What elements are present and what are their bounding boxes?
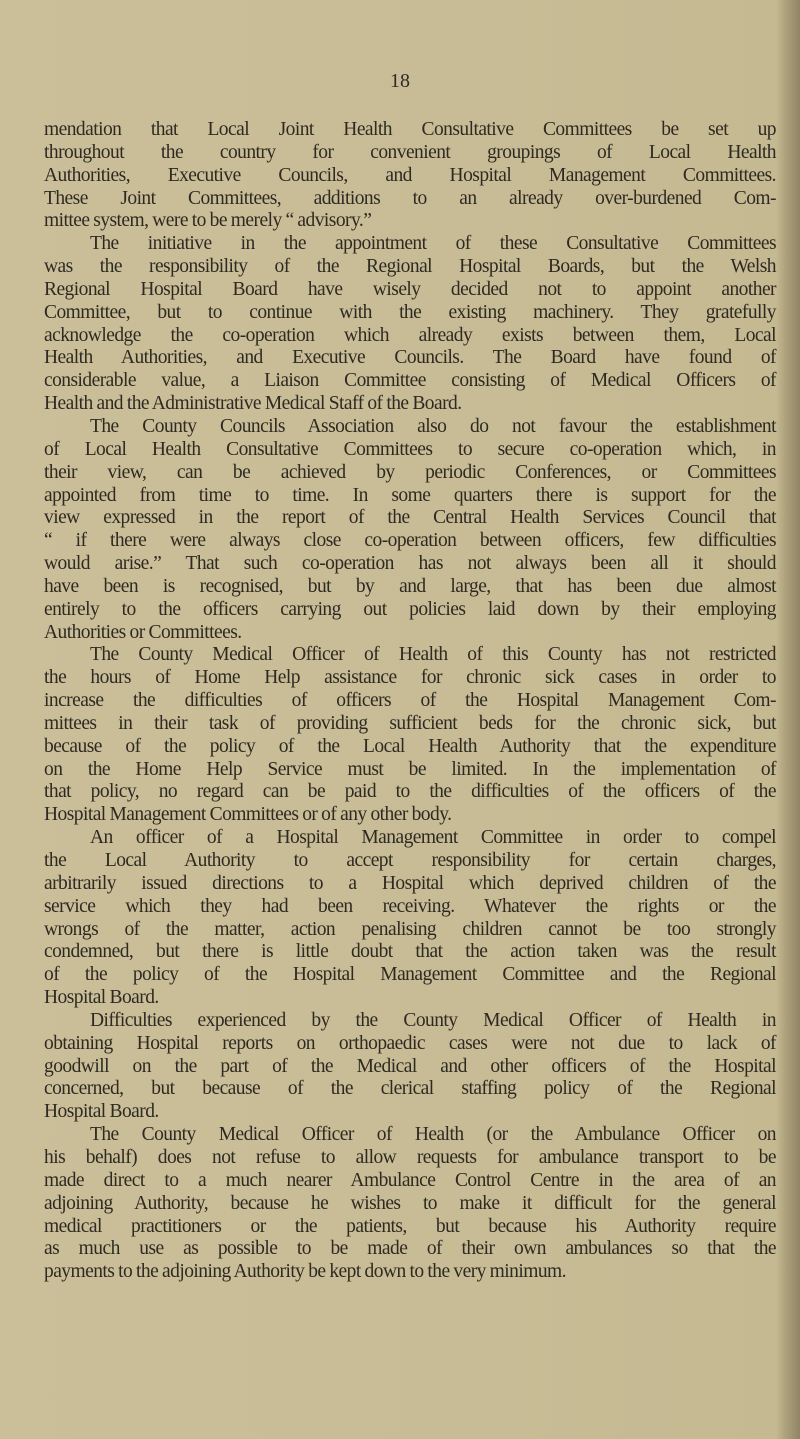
text-line: Authorities or Committees.	[44, 621, 242, 643]
text-line: “ if there were always close co-operation between officers, few difficulties	[44, 530, 776, 552]
text-line: The initiative in the appointment of these Consultative Committees	[90, 233, 776, 255]
text-line: Difficulties experienced by the County Medical Officer of Health in	[90, 1009, 776, 1031]
text-line: on the Home Help Service must be limited. In the implementation of	[44, 758, 776, 780]
text-line: arbitrarily issued directions to a Hospital which deprived children of the	[44, 872, 776, 894]
text-line: appointed from time to time. In some quarters there is support for the	[44, 484, 776, 506]
text-line: mittee system, were to be merely “ advisory.”	[44, 210, 372, 232]
page-number: 18	[390, 70, 410, 92]
text-line: goodwill on the part of the Medical and other officers of the Hospital	[44, 1055, 776, 1077]
text-line: their view, can be achieved by periodic Conferences, or Committees	[44, 461, 776, 483]
text-line: the hours of Home Help assistance for chronic sick cases in order to	[44, 667, 776, 689]
text-line: wrongs of the matter, action penalising children cannot be too strongly	[44, 918, 776, 940]
body-text	[44, 119, 776, 1284]
paragraph	[44, 416, 776, 644]
text-line: acknowledge the co-operation which already exists between them, Local	[44, 324, 776, 346]
text-line: Regional Hospital Board have wisely decided not to appoint another	[44, 278, 776, 300]
text-line: service which they had been receiving. Whatever the rights or the	[44, 895, 776, 917]
text-line: was the responsibility of the Regional Hospital Boards, but the Welsh	[44, 256, 776, 278]
text-line: the Local Authority to accept responsibility for certain charges,	[44, 850, 776, 871]
text-line: Health and the Administrative Medical Staff of the Board.	[44, 393, 462, 415]
text-line: Hospital Management Committees or of any other body.	[44, 804, 452, 826]
text-line: adjoining Authority, because he wishes to make it difficult for the general	[44, 1192, 776, 1214]
paragraph	[44, 119, 776, 233]
text-line: increase the difficulties of officers of the Hospital Management Com-	[44, 690, 776, 712]
text-line: The County Medical Officer of Health of this County has not restricted	[90, 644, 776, 666]
text-line: because of the policy of the Local Health Authority that the expenditure	[44, 735, 776, 757]
paragraph	[44, 644, 776, 827]
text-line: Committee, but to continue with the existing machinery. They gratefully	[44, 301, 776, 323]
text-line: The County Councils Association also do not favour the establishment	[90, 415, 776, 437]
text-line: An officer of a Hospital Management Committee in order to compel	[90, 827, 776, 849]
text-line: view expressed in the report of the Central Health Services Council that	[44, 507, 776, 529]
text-line: would arise.” That such co-operation has not always been all it should	[44, 553, 776, 575]
text-line: as much use as possible to be made of their own ambulances so that the	[44, 1238, 776, 1260]
text-line: payments to the adjoining Authority be kept down to the very minimum.	[44, 1261, 566, 1283]
text-line: of the policy of the Hospital Management Committee and the Regional	[44, 964, 776, 986]
paragraph	[44, 1010, 776, 1124]
text-line: Authorities, Executive Councils, and Hospital Management Committees.	[44, 164, 776, 186]
text-line: considerable value, a Liaison Committee consisting of Medical Officers of	[44, 370, 776, 392]
text-line: throughout the country for convenient groupings of Local Health	[44, 141, 776, 163]
text-line: made direct to a much nearer Ambulance Control Centre in the area of an	[44, 1169, 776, 1191]
paragraph	[44, 1124, 776, 1284]
text-line: that policy, no regard can be paid to the difficulties of the officers of the	[44, 781, 776, 803]
text-line: These Joint Committees, additions to an already over-burdened Com-	[44, 187, 776, 209]
text-line: Hospital Board.	[44, 987, 159, 1009]
text-line: Hospital Board.	[44, 1101, 159, 1123]
text-line: concerned, but because of the clerical staffing policy of the Regional	[44, 1078, 776, 1100]
text-line: Health Authorities, and Executive Councils. The Board have found of	[44, 347, 776, 369]
paragraph	[44, 233, 776, 416]
text-line: obtaining Hospital reports on orthopaedic cases were not due to lack of	[44, 1032, 776, 1054]
text-line: mendation that Local Joint Health Consultative Committees be set up	[44, 119, 776, 140]
paragraph	[44, 827, 776, 1010]
text-line: his behalf) does not refuse to allow requests for ambulance transport to be	[44, 1146, 776, 1168]
text-line: mittees in their task of providing sufficient beds for the chronic sick, but	[44, 712, 776, 734]
text-line: entirely to the officers carrying out policies laid down by their employing	[44, 598, 776, 620]
text-line: The County Medical Officer of Health (or the Ambulance Officer on	[90, 1124, 776, 1146]
text-line: medical practitioners or the patients, but because his Authority require	[44, 1215, 776, 1237]
text-line: of Local Health Consultative Committees to secure co-operation which, in	[44, 438, 776, 460]
text-line: have been is recognised, but by and large, that has been due almost	[44, 575, 776, 597]
text-line: condemned, but there is little doubt that the action taken was the result	[44, 941, 776, 963]
